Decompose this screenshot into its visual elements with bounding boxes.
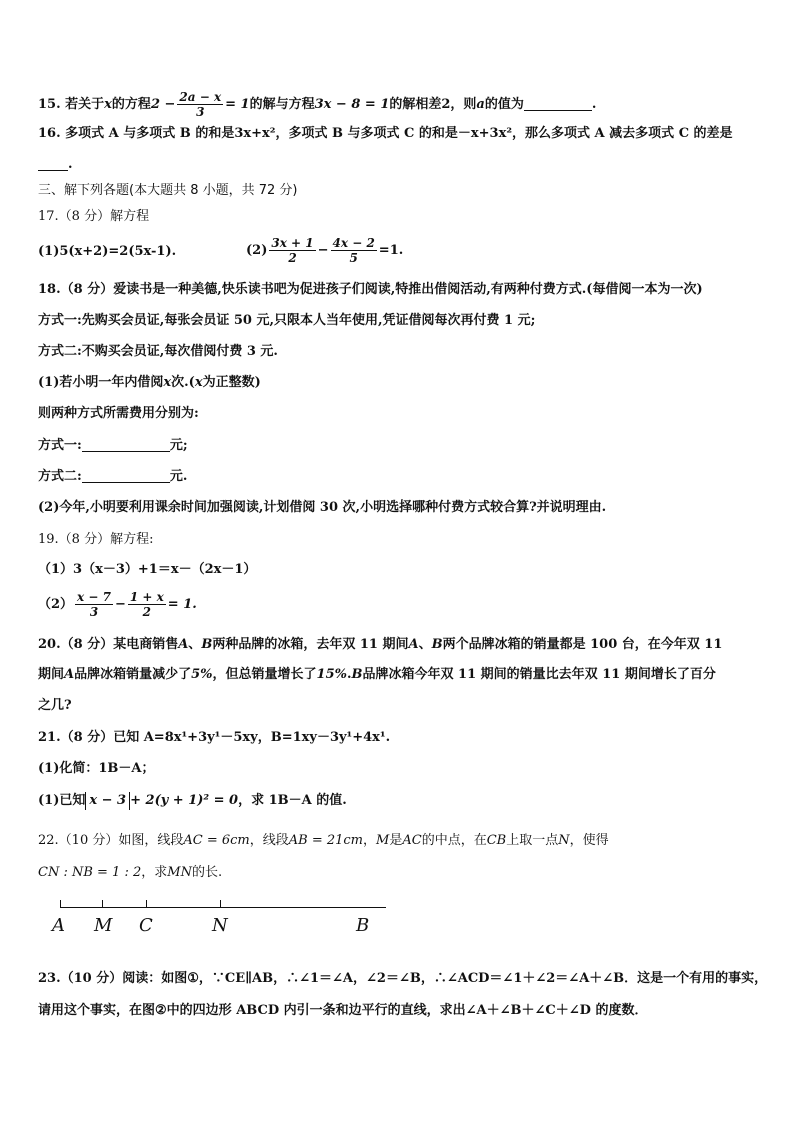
question-23-line2: 请用这个事实，在图②中的四边形 ABCD 内引一条和边平行的直线，求出∠A＋∠B＋∠C＋∠D 的度数． bbox=[38, 1003, 648, 1018]
question-17-part1: (1)5(x+2)=2(5x-1). bbox=[38, 244, 177, 259]
answer-blank bbox=[82, 468, 170, 483]
answer-blank bbox=[524, 96, 592, 111]
question-17-part2: (2) $\frac{3x + 1}{2}$ − $\frac{4x - 2}{5}$ =1. bbox=[246, 236, 404, 265]
question-16: 16. 多项式 A 与多项式 B 的和是3x+x²，多项式 B 与多项式 C 的和是－x+3x²，那么多项式 A 减去多项式 C 的差是 bbox=[38, 126, 733, 141]
point-label-n: N bbox=[212, 915, 228, 936]
fraction: $\frac{3x + 1}{2}$ bbox=[271, 236, 314, 265]
question-19-title: 19.（8 分）解方程: bbox=[38, 532, 154, 547]
question-22-line2: CN : NB = 1 : 2，求MN的长. bbox=[38, 865, 223, 880]
tick-c bbox=[146, 900, 147, 908]
question-20-line2: 期间A品牌冰箱销量减少了5%，但总销量增长了15%.B品牌冰箱今年双 11 期间的销量比去年双 11 期间增长了百分 bbox=[38, 667, 716, 682]
question-21-title: 21.（8 分）已知 A=8x¹+3y¹－5xy，B=1xy－3y¹+4x¹. bbox=[38, 730, 391, 745]
answer-blank bbox=[82, 437, 170, 452]
fraction: $\frac{4x - 2}{5}$ bbox=[332, 236, 375, 265]
section-heading: 三、解下列各题(本大题共 8 小题，共 72 分) bbox=[38, 183, 298, 198]
question-18-method1: 方式一:先购买会员证,每张会员证 50 元,只限本人当年使用,凭证借阅每次再付费 1 元; bbox=[38, 313, 536, 328]
question-18-fill1: 方式一: 元; bbox=[38, 438, 188, 453]
fraction: $\frac{2a - x}{3}$ bbox=[179, 90, 222, 119]
question-15: 15. 若关于x的方程2 − $\frac{2a - x}{3}$ = 1的解与方程3x − 8 = 1的解相差2，则a的值为 . bbox=[38, 90, 597, 119]
tick-a bbox=[60, 900, 61, 908]
question-19-part1: （1）3（x－3）+1＝x－（2x－1） bbox=[38, 562, 257, 577]
question-18-method2: 方式二:不购买会员证,每次借阅付费 3 元. bbox=[38, 344, 278, 359]
question-16-blank: . bbox=[38, 156, 73, 174]
question-18-fill2: 方式二: 元. bbox=[38, 469, 188, 484]
question-20-line3: 之几? bbox=[38, 698, 72, 713]
question-23-line1: 23.（10 分）阅读：如图①，∵CE∥AB，∴∠1＝∠A，∠2＝∠B，∴∠ACD＝∠1＋∠2＝∠A＋∠B．这是一个有用的事实， bbox=[38, 971, 768, 986]
question-18-intro: 18.（8 分）爱读书是一种美德,快乐读书吧为促进孩子们阅读,特推出借阅活动,有两种付费方式.(每借阅一本为一次) bbox=[38, 282, 703, 297]
fraction: $\frac{x - 7}{3}$ bbox=[77, 590, 111, 619]
question-17-title: 17.（8 分）解方程 bbox=[38, 209, 150, 224]
question-19-part2: （2） $\frac{x - 7}{3}$ − $\frac{1 + x}{2}$ = 1. bbox=[38, 590, 197, 619]
fraction: $\frac{1 + x}{2}$ bbox=[129, 590, 164, 619]
point-label-m: M bbox=[94, 915, 113, 936]
point-label-a: A bbox=[52, 915, 65, 936]
tick-n bbox=[220, 900, 221, 908]
line-segment bbox=[60, 907, 386, 908]
question-18-prompt: 则两种方式所需费用分别为: bbox=[38, 406, 199, 421]
answer-blank bbox=[38, 156, 68, 171]
tick-m bbox=[102, 900, 103, 908]
question-18-part2: (2)今年,小明要利用课余时间加强阅读,计划借阅 30 次,小明选择哪种付费方式较合算?并说明理由. bbox=[38, 500, 607, 515]
question-22-line1: 22.（10 分）如图，线段AC = 6cm，线段AB = 21cm，M是AC的中点，在CB上取一点N，使得 bbox=[38, 833, 609, 848]
absolute-value: x − 3 bbox=[85, 792, 130, 810]
question-21-part1: (1)化简：1B－A； bbox=[38, 761, 155, 776]
question-20-line1: 20.（8 分）某电商销售A、B两种品牌的冰箱，去年双 11 期间A、B两个品牌冰箱的销量都是 100 台，在今年双 11 bbox=[38, 637, 723, 652]
point-label-c: C bbox=[139, 915, 153, 936]
segment-figure bbox=[38, 897, 378, 942]
question-21-part2: (1)已知 x − 3 + 2(y + 1)² = 0，求 1B－A 的值. bbox=[38, 793, 347, 808]
question-18-part1: (1)若小明一年内借阅x次.(x为正整数) bbox=[38, 375, 261, 390]
figure-ref-1: ① bbox=[187, 971, 199, 986]
point-label-b: B bbox=[356, 915, 370, 936]
figure-ref-2: ② bbox=[155, 1003, 167, 1018]
